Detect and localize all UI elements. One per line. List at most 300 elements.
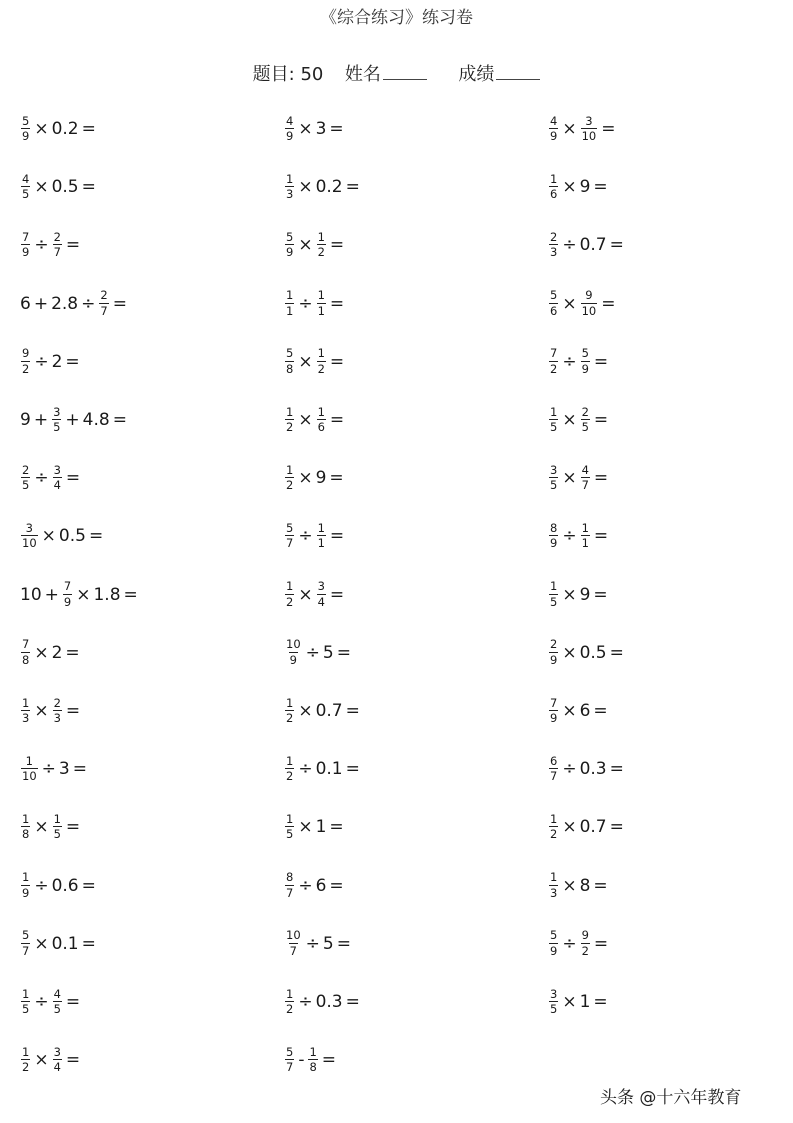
fraction xyxy=(285,986,294,1016)
operator: = xyxy=(81,933,96,954)
operator: = xyxy=(329,584,345,605)
fraction-denominator: 1 xyxy=(286,303,294,318)
operator: × xyxy=(298,817,313,838)
fraction-numerator: 2 xyxy=(100,288,108,303)
fraction xyxy=(549,462,558,493)
fraction-numerator: 1 xyxy=(25,753,33,768)
fraction-denominator: 7 xyxy=(100,303,108,318)
fraction xyxy=(52,404,61,434)
number: 0.5 xyxy=(579,642,607,663)
fraction xyxy=(581,348,590,375)
number: 2 xyxy=(51,351,63,372)
fraction-denominator: 10 xyxy=(22,536,37,551)
operator: = xyxy=(593,992,608,1012)
operator: × xyxy=(298,351,313,372)
operator: × xyxy=(562,177,577,198)
problem-item xyxy=(548,803,627,851)
fraction-numerator: 1 xyxy=(22,870,30,885)
fraction-denominator: 4 xyxy=(53,478,61,493)
problem-item xyxy=(284,862,347,910)
fraction-denominator: 5 xyxy=(286,827,294,842)
fraction-numerator: 1 xyxy=(550,404,558,419)
fraction-numerator: 1 xyxy=(309,1044,317,1059)
fraction xyxy=(63,581,72,608)
watermark: 头条 @十六年教育 xyxy=(600,1088,742,1108)
operator: = xyxy=(609,817,624,838)
fraction-numerator: 1 xyxy=(22,811,30,826)
fraction xyxy=(53,229,62,260)
number: 0.7 xyxy=(579,235,607,256)
problem-item xyxy=(548,396,611,444)
operator: = xyxy=(81,119,96,139)
fraction-numerator: 1 xyxy=(22,1044,30,1059)
fraction xyxy=(581,930,590,957)
fraction-denominator: 9 xyxy=(22,885,30,900)
problem-item xyxy=(20,280,130,328)
fraction-denominator: 5 xyxy=(22,478,30,493)
operator: × xyxy=(34,1050,49,1071)
operator: = xyxy=(329,235,345,256)
fraction-denominator: 6 xyxy=(317,420,325,434)
problem-item xyxy=(284,745,363,793)
operator: = xyxy=(65,468,81,489)
operator: × xyxy=(34,119,49,139)
fraction-denominator: 2 xyxy=(317,245,325,260)
number: 1.8 xyxy=(93,584,121,605)
fraction xyxy=(285,229,294,260)
operator: × xyxy=(562,119,577,139)
operator: - xyxy=(298,1050,305,1071)
operator: = xyxy=(65,701,81,721)
problem-item xyxy=(20,862,99,910)
number: 0.2 xyxy=(315,177,343,198)
fraction xyxy=(317,290,326,317)
operator: = xyxy=(72,759,87,780)
fraction-numerator: 1 xyxy=(22,695,30,710)
fraction-numerator: 4 xyxy=(581,462,589,477)
fraction xyxy=(285,113,294,143)
operator: ÷ xyxy=(34,992,49,1012)
operator: ÷ xyxy=(298,526,313,547)
operator: = xyxy=(329,410,345,430)
fraction xyxy=(549,639,558,666)
problem-item xyxy=(284,396,347,444)
fraction-denominator: 2 xyxy=(550,361,558,376)
fraction xyxy=(53,695,62,725)
operator: ÷ xyxy=(298,875,313,896)
fraction-denominator: 5 xyxy=(53,420,61,434)
fraction-numerator: 5 xyxy=(286,1044,294,1059)
fraction xyxy=(285,695,294,725)
fraction xyxy=(549,986,558,1016)
operator: ÷ xyxy=(34,351,49,372)
fraction xyxy=(21,930,30,957)
fraction-denominator: 8 xyxy=(286,361,294,376)
fraction xyxy=(581,113,598,143)
fraction-denominator: 2 xyxy=(317,361,325,376)
operator: = xyxy=(593,875,608,896)
fraction-denominator: 2 xyxy=(286,594,294,609)
fraction-denominator: 2 xyxy=(286,711,294,725)
number: 6 xyxy=(315,875,327,896)
fraction-numerator: 3 xyxy=(53,462,61,477)
number: 8 xyxy=(579,875,591,896)
fraction-denominator: 7 xyxy=(550,769,558,784)
problem-item xyxy=(20,221,83,269)
fraction-numerator: 4 xyxy=(22,171,30,186)
fraction xyxy=(285,462,294,493)
fraction-numerator: 3 xyxy=(53,1044,61,1059)
fraction-denominator: 5 xyxy=(550,1002,558,1016)
fraction xyxy=(549,872,558,899)
operator: × xyxy=(34,817,49,838)
operator: = xyxy=(593,701,608,721)
fraction-denominator: 3 xyxy=(550,885,558,900)
fraction xyxy=(53,1044,62,1075)
fraction xyxy=(21,1044,30,1075)
number: 9 xyxy=(20,410,31,430)
problem-item xyxy=(284,221,347,269)
fraction-denominator: 10 xyxy=(581,129,597,143)
fraction-denominator: 2 xyxy=(581,943,589,958)
fraction-denominator: 5 xyxy=(550,594,558,609)
operator: = xyxy=(593,526,609,547)
fraction-denominator: 3 xyxy=(53,711,61,725)
fraction-numerator: 1 xyxy=(317,346,325,361)
fraction xyxy=(549,348,558,375)
operator: × xyxy=(34,933,49,954)
fraction xyxy=(549,113,558,143)
fraction-numerator: 5 xyxy=(286,229,294,244)
problem-item xyxy=(548,163,611,211)
problem-item xyxy=(20,920,99,968)
problem-item xyxy=(284,163,363,211)
number: 3 xyxy=(315,119,327,139)
number: 0.2 xyxy=(51,119,79,139)
problem-item xyxy=(548,629,627,677)
problem-item xyxy=(284,454,347,502)
fraction-numerator: 4 xyxy=(286,113,294,128)
fraction-denominator: 1 xyxy=(317,303,325,318)
fraction-denominator: 9 xyxy=(550,711,558,725)
operator: = xyxy=(609,759,624,780)
fraction-numerator: 1 xyxy=(286,579,294,594)
number: 1 xyxy=(579,992,591,1012)
problem-item xyxy=(284,280,347,328)
fraction-denominator: 5 xyxy=(550,420,558,434)
operator: = xyxy=(81,875,96,896)
operator: ÷ xyxy=(41,759,56,780)
fraction xyxy=(549,520,558,551)
fraction-denominator: 7 xyxy=(22,943,30,958)
fraction-denominator: 4 xyxy=(53,1060,61,1075)
operator: = xyxy=(345,701,360,721)
operator: ÷ xyxy=(298,293,313,314)
fraction-denominator: 2 xyxy=(286,420,294,434)
problem-item xyxy=(20,454,83,502)
fraction-denominator: 6 xyxy=(550,187,558,202)
operator: = xyxy=(329,875,344,896)
number: 4.8 xyxy=(82,410,110,430)
operator: = xyxy=(329,526,345,547)
fraction-numerator: 1 xyxy=(317,520,325,535)
operator: × xyxy=(562,293,577,314)
number: 0.7 xyxy=(315,701,343,721)
fraction-denominator: 2 xyxy=(286,478,294,493)
fraction xyxy=(21,753,38,784)
problem-item xyxy=(548,862,611,910)
operator: × xyxy=(298,410,313,430)
fraction xyxy=(53,986,62,1016)
fraction xyxy=(21,520,38,551)
problem-item xyxy=(548,571,611,619)
fraction-denominator: 7 xyxy=(286,536,294,551)
fraction xyxy=(21,113,30,143)
fraction-numerator: 5 xyxy=(22,113,30,128)
fraction-numerator: 3 xyxy=(53,404,61,419)
fraction-denominator: 6 xyxy=(550,303,558,318)
operator: × xyxy=(562,817,577,838)
fraction-numerator: 1 xyxy=(550,171,558,186)
fraction xyxy=(581,290,598,317)
operator: ÷ xyxy=(562,933,577,954)
operator: ÷ xyxy=(562,351,577,372)
fraction-denominator: 9 xyxy=(22,129,30,143)
fraction-denominator: 8 xyxy=(22,827,30,842)
fraction-denominator: 5 xyxy=(550,478,558,493)
operator: = xyxy=(65,1050,81,1071)
fraction xyxy=(21,986,30,1016)
operator: ÷ xyxy=(562,235,577,256)
problem-item xyxy=(20,512,106,560)
problem-item xyxy=(548,338,611,386)
operator: × xyxy=(34,642,49,663)
fraction-numerator: 9 xyxy=(22,346,30,361)
fraction-numerator: 8 xyxy=(550,520,558,535)
fraction-denominator: 9 xyxy=(22,245,30,260)
problem-item xyxy=(284,571,347,619)
operator: ÷ xyxy=(305,933,320,954)
operator: = xyxy=(329,817,344,838)
fraction xyxy=(53,462,62,493)
fraction xyxy=(285,581,294,608)
fraction-numerator: 2 xyxy=(550,229,558,244)
operator: = xyxy=(593,933,609,954)
fraction xyxy=(21,695,30,725)
operator: ÷ xyxy=(562,526,577,547)
fraction-denominator: 9 xyxy=(286,245,294,260)
fraction-numerator: 1 xyxy=(286,986,294,1001)
fraction-denominator: 5 xyxy=(53,1002,61,1016)
fraction-denominator: 5 xyxy=(22,1002,30,1016)
operator: = xyxy=(329,119,344,139)
problem-item xyxy=(20,687,83,735)
fraction-denominator: 2 xyxy=(550,827,558,842)
fraction-numerator: 5 xyxy=(22,928,30,943)
problem-item xyxy=(548,105,618,153)
problem-item xyxy=(20,396,130,444)
worksheet-info xyxy=(0,60,793,86)
operator: = xyxy=(601,119,616,139)
number: 0.7 xyxy=(579,817,607,838)
number: 0.3 xyxy=(579,759,607,780)
fraction-denominator: 8 xyxy=(22,652,30,667)
fraction-numerator: 3 xyxy=(585,113,593,128)
number: 9 xyxy=(579,584,591,605)
fraction-denominator: 9 xyxy=(550,536,558,551)
operator: = xyxy=(65,992,81,1012)
problem-item xyxy=(20,629,83,677)
problem-item xyxy=(20,803,83,851)
number: 0.5 xyxy=(51,177,79,198)
fraction xyxy=(21,639,30,666)
fraction xyxy=(317,229,326,260)
fraction-denominator: 5 xyxy=(581,420,589,434)
number: 0.5 xyxy=(58,526,86,547)
fraction xyxy=(285,930,302,957)
fraction-denominator: 2 xyxy=(22,361,30,376)
number: 3 xyxy=(58,759,70,780)
operator: = xyxy=(329,293,345,314)
problem-item xyxy=(284,105,347,153)
fraction xyxy=(285,520,294,551)
fraction-numerator: 1 xyxy=(286,695,294,710)
fraction-numerator: 2 xyxy=(550,637,558,652)
fraction xyxy=(285,171,294,202)
fraction xyxy=(549,695,558,725)
operator: ÷ xyxy=(562,759,577,780)
operator: ÷ xyxy=(298,992,313,1012)
operator: × xyxy=(34,177,49,198)
fraction-numerator: 7 xyxy=(550,695,558,710)
fraction-numerator: 1 xyxy=(286,753,294,768)
fraction xyxy=(581,520,590,551)
fraction-numerator: 7 xyxy=(22,229,30,244)
operator: = xyxy=(345,177,360,198)
fraction-denominator: 10 xyxy=(22,769,37,784)
fraction xyxy=(581,462,590,493)
fraction-numerator: 5 xyxy=(550,928,558,943)
problem-item xyxy=(548,687,611,735)
problem-item xyxy=(548,221,627,269)
problem-item xyxy=(20,1036,83,1084)
fraction-numerator: 3 xyxy=(25,520,33,535)
fraction-denominator: 3 xyxy=(550,245,558,260)
fraction-denominator: 3 xyxy=(22,711,30,725)
operator: = xyxy=(123,584,138,605)
fraction-numerator: 1 xyxy=(317,229,325,244)
fraction xyxy=(285,1044,294,1075)
operator: × xyxy=(562,875,577,896)
operator: ÷ xyxy=(81,293,96,314)
operator: × xyxy=(562,468,577,489)
fraction-numerator: 3 xyxy=(317,579,325,594)
fraction-denominator: 7 xyxy=(581,478,589,493)
problem-item xyxy=(284,1036,339,1084)
fraction-numerator: 4 xyxy=(53,986,61,1001)
fraction-denominator: 7 xyxy=(286,885,294,900)
fraction-numerator: 1 xyxy=(286,811,294,826)
problem-item xyxy=(284,687,363,735)
operator: + xyxy=(44,584,59,605)
fraction-denominator: 2 xyxy=(22,1060,30,1075)
fraction-numerator: 1 xyxy=(550,579,558,594)
fraction xyxy=(21,171,30,202)
fraction-denominator: 9 xyxy=(550,129,558,143)
page-title: 《综合练习》练习卷 xyxy=(320,8,473,28)
fraction xyxy=(317,348,326,375)
number: 0.1 xyxy=(51,933,79,954)
problem-item xyxy=(284,803,347,851)
count-label: 题目: xyxy=(252,64,295,85)
count-value: 50 xyxy=(300,64,324,85)
fraction-numerator: 1 xyxy=(550,870,558,885)
operator: × xyxy=(562,992,577,1012)
fraction-numerator: 2 xyxy=(581,404,589,419)
fraction-numerator: 5 xyxy=(286,346,294,361)
fraction-numerator: 1 xyxy=(22,986,30,1001)
fraction-denominator: 5 xyxy=(53,827,61,842)
fraction-denominator: 9 xyxy=(550,652,558,667)
fraction-denominator: 1 xyxy=(581,536,589,551)
fraction xyxy=(285,639,302,666)
number: 0.6 xyxy=(51,875,79,896)
operator: × xyxy=(298,584,313,605)
fraction-numerator: 3 xyxy=(550,986,558,1001)
problem-grid xyxy=(0,105,793,1095)
fraction xyxy=(21,811,30,842)
fraction xyxy=(21,462,30,493)
problem-item xyxy=(548,978,611,1026)
fraction-denominator: 7 xyxy=(286,1060,294,1075)
operator: ÷ xyxy=(34,875,49,896)
fraction xyxy=(549,581,558,608)
fraction xyxy=(285,753,294,784)
operator: = xyxy=(65,351,80,372)
operator: = xyxy=(609,642,624,663)
operator: = xyxy=(609,235,624,256)
operator: = xyxy=(593,410,609,430)
fraction xyxy=(549,753,558,784)
operator: ÷ xyxy=(298,759,313,780)
number: 6 xyxy=(579,701,591,721)
fraction-denominator: 9 xyxy=(286,129,294,143)
problem-item xyxy=(548,512,611,560)
operator: = xyxy=(601,293,616,314)
fraction-numerator: 1 xyxy=(317,404,325,419)
operator: = xyxy=(88,526,104,547)
number: 5 xyxy=(322,933,334,954)
number: 9 xyxy=(315,468,327,489)
operator: × xyxy=(562,584,577,605)
fraction-denominator: 9 xyxy=(289,652,297,667)
problem-item xyxy=(284,629,354,677)
operator: × xyxy=(298,119,313,139)
fraction-numerator: 10 xyxy=(286,637,301,652)
fraction-numerator: 2 xyxy=(22,462,30,477)
fraction xyxy=(549,930,558,957)
fraction-numerator: 1 xyxy=(581,520,589,535)
fraction-numerator: 5 xyxy=(286,520,294,535)
problem-item xyxy=(20,571,141,619)
fraction-denominator: 2 xyxy=(286,769,294,784)
operator: = xyxy=(65,642,80,663)
fraction-numerator: 2 xyxy=(53,229,61,244)
operator: = xyxy=(336,642,351,663)
fraction-numerator: 1 xyxy=(286,288,294,303)
number: 9 xyxy=(579,177,591,198)
operator: + xyxy=(33,410,49,430)
